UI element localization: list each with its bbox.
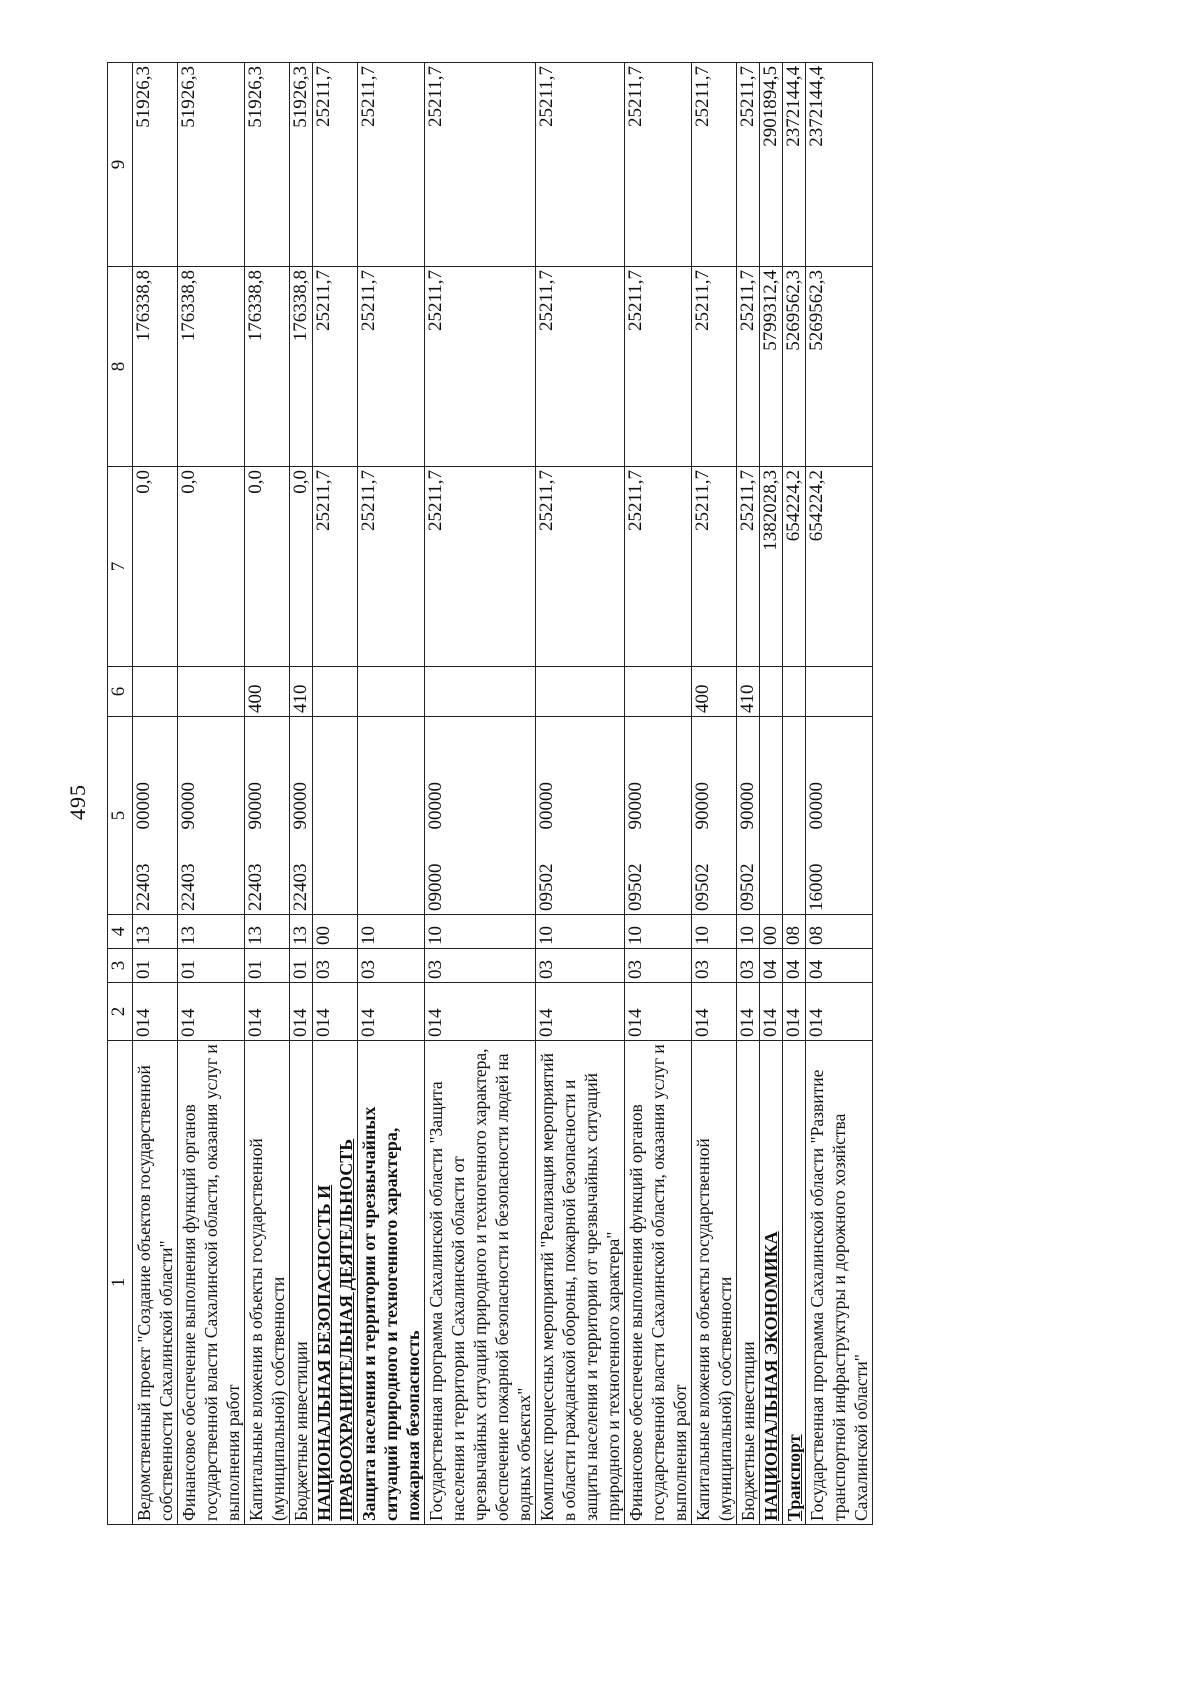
column-number: 5	[108, 717, 133, 915]
table-row	[358, 63, 425, 1525]
target-article-direction: 00000	[806, 782, 827, 830]
row-name: Ведомственный проект "Создание объектов государственной собственности Сахалинской области"	[133, 1041, 178, 1525]
target-article-program: 22403	[290, 863, 311, 911]
section-code: 04	[783, 949, 806, 983]
target-article-program: 09000	[425, 863, 446, 911]
ministry-code: 014	[425, 983, 536, 1041]
table-body	[133, 63, 873, 1525]
target-article	[313, 717, 358, 915]
target-article-direction: 90000	[290, 782, 311, 830]
subsection-code: 00	[760, 915, 783, 949]
amount-col7: 25211,7	[625, 467, 692, 667]
subsection-code: 08	[783, 915, 806, 949]
column-number: 8	[108, 267, 133, 467]
subsection-code: 08	[806, 915, 873, 949]
target-article-direction: 00000	[133, 782, 154, 830]
target-article-direction: 00000	[425, 782, 446, 830]
amount-col9: 25211,7	[425, 63, 536, 267]
amount-col9: 51926,3	[178, 63, 245, 267]
ministry-code: 014	[245, 983, 290, 1041]
row-name: НАЦИОНАЛЬНАЯ БЕЗОПАСНОСТЬ И ПРАВООХРАНИТЕЛЬНАЯ ДЕЯТЕЛЬНОСТЬ	[313, 1041, 358, 1525]
amount-col7: 25211,7	[425, 467, 536, 667]
amount-col9: 2372144,4	[783, 63, 806, 267]
amount-col9: 25211,7	[358, 63, 425, 267]
amount-col8: 25211,7	[313, 267, 358, 467]
target-article-program: 09502	[692, 863, 713, 911]
amount-col9: 2901894,5	[760, 63, 783, 267]
subsection-code: 13	[178, 915, 245, 949]
amount-col8: 176338,8	[290, 267, 313, 467]
ministry-code: 014	[358, 983, 425, 1041]
table-row	[806, 63, 873, 1525]
amount-col9: 25211,7	[692, 63, 737, 267]
section-code: 01	[133, 949, 178, 983]
subsection-code: 13	[245, 915, 290, 949]
target-article-program: 09502	[737, 863, 758, 911]
column-number-row	[108, 63, 133, 1525]
expense-type-code: 410	[737, 667, 760, 717]
table-row	[536, 63, 625, 1525]
row-name: Бюджетные инвестиции	[290, 1041, 313, 1525]
amount-col7: 1382028,3	[760, 467, 783, 667]
target-article	[625, 717, 692, 915]
amount-col7: 654224,2	[783, 467, 806, 667]
target-article-direction: 00000	[536, 782, 557, 830]
subsection-code: 00	[313, 915, 358, 949]
table-row	[425, 63, 536, 1525]
amount-col7: 0,0	[290, 467, 313, 667]
ministry-code: 014	[313, 983, 358, 1041]
table-row	[313, 63, 358, 1525]
amount-col8: 25211,7	[692, 267, 737, 467]
target-article-program: 22403	[133, 863, 154, 911]
section-code: 04	[760, 949, 783, 983]
target-article	[358, 717, 425, 915]
amount-col9: 25211,7	[737, 63, 760, 267]
target-article-direction: 90000	[692, 782, 713, 830]
amount-col8: 176338,8	[133, 267, 178, 467]
target-article	[692, 717, 737, 915]
target-article	[178, 717, 245, 915]
amount-col9: 25211,7	[313, 63, 358, 267]
target-article	[760, 717, 783, 915]
expense-type-code: 400	[245, 667, 290, 717]
target-article-direction: 90000	[178, 782, 199, 830]
expense-type-code	[783, 667, 806, 717]
target-article	[806, 717, 873, 915]
row-name: Бюджетные инвестиции	[737, 1041, 760, 1525]
column-number: 3	[108, 949, 133, 983]
expense-type-code	[425, 667, 536, 717]
subsection-code: 10	[692, 915, 737, 949]
section-code: 03	[425, 949, 536, 983]
row-name: Финансовое обеспечение выполнения функций органов государственной власти Сахалинской области, оказания услуг и выполнения работ	[625, 1041, 692, 1525]
amount-col7: 25211,7	[692, 467, 737, 667]
target-article	[425, 717, 536, 915]
ministry-code: 014	[133, 983, 178, 1041]
expense-type-code	[625, 667, 692, 717]
expense-type-code	[133, 667, 178, 717]
page-number: 495	[65, 784, 90, 820]
target-article-direction: 90000	[625, 782, 646, 830]
section-code: 03	[313, 949, 358, 983]
amount-col7: 25211,7	[358, 467, 425, 667]
amount-col9: 25211,7	[625, 63, 692, 267]
section-code: 01	[290, 949, 313, 983]
row-name: Государственная программа Сахалинской области "Защита населения и территории Сахалинской области от чрезвычайных ситуаций природного и техногенного характера, обеспечение пожарной безопасности и безопасности людей на водных объектах"	[425, 1041, 536, 1525]
section-code: 03	[692, 949, 737, 983]
amount-col8: 25211,7	[358, 267, 425, 467]
amount-col7: 25211,7	[536, 467, 625, 667]
amount-col8: 25211,7	[737, 267, 760, 467]
row-name: Государственная программа Сахалинской области "Развитие транспортной инфраструктуры и дорожного хозяйства Сахалинской области"	[806, 1041, 873, 1525]
column-number: 6	[108, 667, 133, 717]
ministry-code: 014	[783, 983, 806, 1041]
subsection-code: 10	[358, 915, 425, 949]
amount-col9: 2372144,4	[806, 63, 873, 267]
expense-type-code	[536, 667, 625, 717]
target-article	[290, 717, 313, 915]
table-row	[133, 63, 178, 1525]
row-name: Транспорт	[783, 1041, 806, 1525]
section-code: 01	[245, 949, 290, 983]
target-article	[783, 717, 806, 915]
subsection-code: 10	[425, 915, 536, 949]
section-code: 01	[178, 949, 245, 983]
amount-col8: 25211,7	[425, 267, 536, 467]
expense-type-code	[358, 667, 425, 717]
ministry-code: 014	[178, 983, 245, 1041]
column-number: 9	[108, 63, 133, 267]
target-article	[737, 717, 760, 915]
ministry-code: 014	[760, 983, 783, 1041]
row-name: Капитальные вложения в объекты государственной (муниципальной) собственности	[692, 1041, 737, 1525]
amount-col9: 51926,3	[245, 63, 290, 267]
target-article-direction: 90000	[737, 782, 758, 830]
target-article-program: 09502	[536, 863, 557, 911]
column-number: 1	[108, 1041, 133, 1525]
expense-type-code: 400	[692, 667, 737, 717]
subsection-code: 10	[536, 915, 625, 949]
amount-col8: 5269562,3	[783, 267, 806, 467]
expense-type-code	[178, 667, 245, 717]
table-row	[783, 63, 806, 1525]
column-number: 2	[108, 983, 133, 1041]
amount-col9: 51926,3	[133, 63, 178, 267]
ministry-code: 014	[625, 983, 692, 1041]
ministry-code: 014	[290, 983, 313, 1041]
amount-col8: 25211,7	[625, 267, 692, 467]
table-row	[245, 63, 290, 1525]
subsection-code: 10	[625, 915, 692, 949]
amount-col7: 25211,7	[737, 467, 760, 667]
target-article	[245, 717, 290, 915]
table-row	[178, 63, 245, 1525]
column-number: 7	[108, 467, 133, 667]
table-row	[625, 63, 692, 1525]
section-code: 03	[358, 949, 425, 983]
column-number: 4	[108, 915, 133, 949]
amount-col8: 176338,8	[178, 267, 245, 467]
target-article	[133, 717, 178, 915]
budget-table	[107, 62, 873, 1525]
section-code: 03	[625, 949, 692, 983]
expense-type-code	[313, 667, 358, 717]
row-name: Комплекс процессных мероприятий "Реализация мероприятий в области гражданской обороны, пожарной безопасности и защиты населения и территории от чрезвычайных ситуаций природного и техногенного характера"	[536, 1041, 625, 1525]
expense-type-code	[760, 667, 783, 717]
expense-type-code: 410	[290, 667, 313, 717]
target-article	[536, 717, 625, 915]
expense-type-code	[806, 667, 873, 717]
rotated-page	[60, 60, 1100, 1535]
row-name: Капитальные вложения в объекты государственной (муниципальной) собственности	[245, 1041, 290, 1525]
amount-col9: 51926,3	[290, 63, 313, 267]
amount-col8: 5799312,4	[760, 267, 783, 467]
section-code: 03	[737, 949, 760, 983]
amount-col8: 25211,7	[536, 267, 625, 467]
row-name: Защита населения и территории от чрезвычайных ситуаций природного и техногенного характера, пожарная безопасность	[358, 1041, 425, 1525]
ministry-code: 014	[692, 983, 737, 1041]
amount-col7: 0,0	[245, 467, 290, 667]
target-article-program: 22403	[178, 863, 199, 911]
amount-col7: 25211,7	[313, 467, 358, 667]
table-row	[737, 63, 760, 1525]
target-article-program: 22403	[245, 863, 266, 911]
ministry-code: 014	[536, 983, 625, 1041]
amount-col8: 5269562,3	[806, 267, 873, 467]
ministry-code: 014	[737, 983, 760, 1041]
subsection-code: 10	[737, 915, 760, 949]
subsection-code: 13	[133, 915, 178, 949]
target-article-direction: 90000	[245, 782, 266, 830]
amount-col7: 654224,2	[806, 467, 873, 667]
section-code: 04	[806, 949, 873, 983]
amount-col7: 0,0	[133, 467, 178, 667]
subsection-code: 13	[290, 915, 313, 949]
section-code: 03	[536, 949, 625, 983]
table-row	[692, 63, 737, 1525]
table-row	[290, 63, 313, 1525]
row-name: Финансовое обеспечение выполнения функций органов государственной власти Сахалинской области, оказания услуг и выполнения работ	[178, 1041, 245, 1525]
table-row	[760, 63, 783, 1525]
amount-col9: 25211,7	[536, 63, 625, 267]
target-article-program: 09502	[625, 863, 646, 911]
amount-col8: 176338,8	[245, 267, 290, 467]
ministry-code: 014	[806, 983, 873, 1041]
row-name: НАЦИОНАЛЬНАЯ ЭКОНОМИКА	[760, 1041, 783, 1525]
target-article-program: 16000	[806, 863, 827, 911]
amount-col7: 0,0	[178, 467, 245, 667]
